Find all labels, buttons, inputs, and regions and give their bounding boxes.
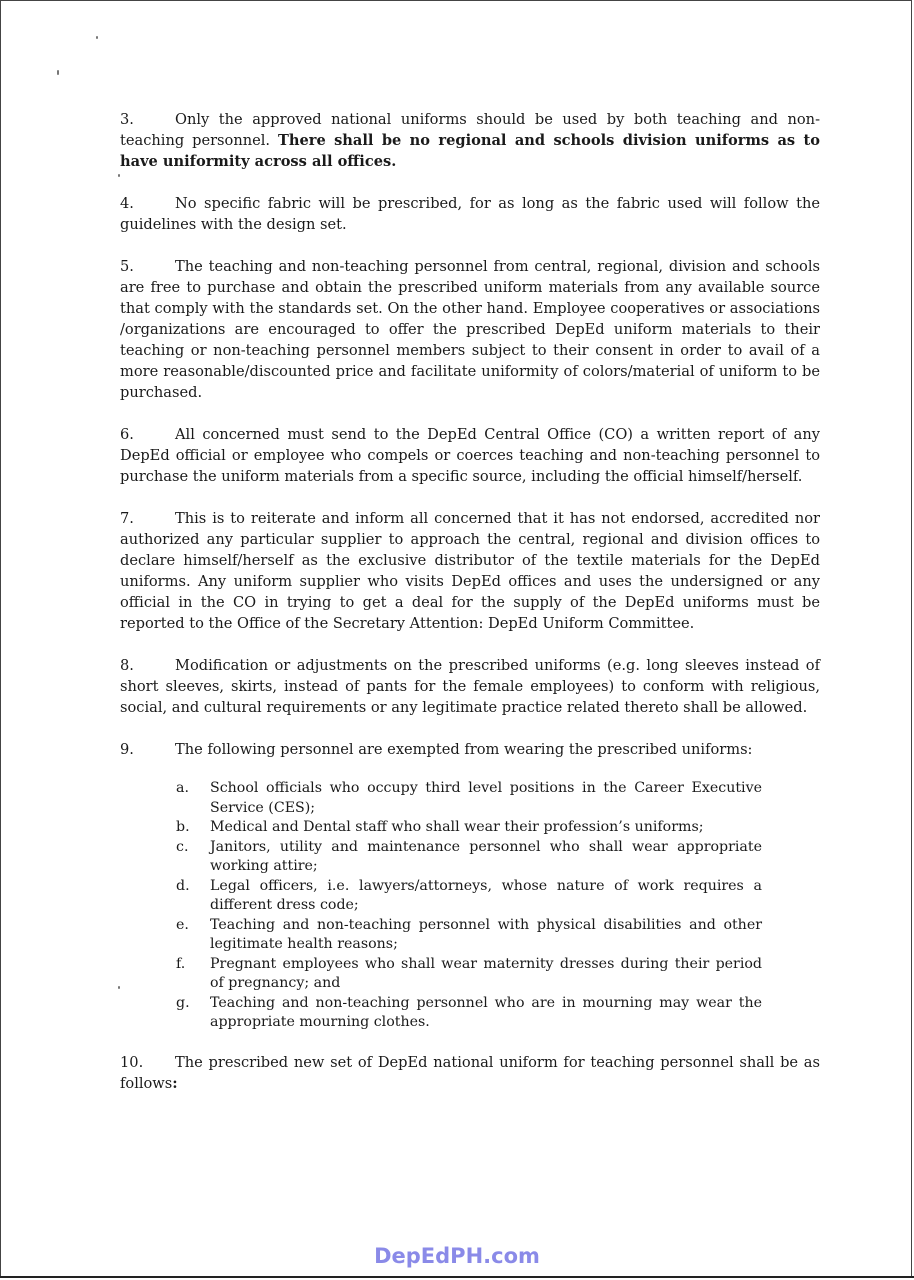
- exemption-list: [172, 779, 820, 1033]
- paragraph-number: 9.: [120, 741, 134, 758]
- paragraph-4: [120, 193, 820, 235]
- item-label: c.: [176, 838, 189, 855]
- paragraph-10: [120, 1052, 820, 1094]
- paragraph-bold-suffix: :: [172, 1074, 178, 1092]
- exemption-item: [172, 838, 820, 877]
- item-text: Legal officers, i.e. lawyers/attorneys, whose nature of work requires a different dress code;: [210, 877, 762, 913]
- paragraph-7: [120, 508, 820, 634]
- exemption-item: [172, 955, 820, 994]
- item-text: Medical and Dental staff who shall wear their profession’s uniforms;: [210, 819, 704, 835]
- item-text: Pregnant employees who shall wear maternity dresses during their period of pregnancy; and: [210, 955, 762, 991]
- paragraph-6: [120, 424, 820, 487]
- paragraph-number: 4.: [120, 195, 134, 212]
- paragraph-8: [120, 655, 820, 718]
- paragraph-text: The following personnel are exempted from wearing the prescribed uniforms:: [175, 741, 753, 758]
- item-label: e.: [176, 916, 189, 933]
- paragraph-9: [120, 739, 820, 760]
- paragraph-bold-text: There shall be no regional and schools division uniforms as to have uniformity across all offices.: [120, 132, 820, 170]
- paragraph-number: 6.: [120, 426, 134, 443]
- paragraph-text: All concerned must send to the DepEd Central Office (CO) a written report of any DepEd official or employee who compels or coerces teaching and non-teaching personnel to purchase the uniform materials from a specific source, including the official himself/herself.: [120, 426, 820, 485]
- paragraph-number: 3.: [120, 111, 134, 128]
- item-text: Teaching and non-teaching personnel who are in mourning may wear the appropriate mourning clothes.: [210, 994, 762, 1030]
- paragraph-number: 10.: [120, 1053, 144, 1071]
- paragraph-5: [120, 256, 820, 403]
- paragraph-number: 8.: [120, 657, 134, 674]
- exemption-item: [172, 779, 820, 818]
- scan-speck: [96, 36, 98, 39]
- paragraph-3: [120, 109, 820, 172]
- paragraph-text: Only the approved national uniforms should be used by both teaching and non-teaching personnel.: [120, 111, 820, 149]
- paragraph-number: 7.: [120, 510, 134, 527]
- exemption-item: [172, 994, 820, 1033]
- item-label: g.: [176, 994, 190, 1011]
- item-label: b.: [176, 819, 190, 835]
- paragraph-text: Modification or adjustments on the prescribed uniforms (e.g. long sleeves instead of short sleeves, skirts, instead of pants for the female employees) to conform with religious, social, and cultural requirements or any legitimate practice related thereto shall be allowed.: [120, 657, 820, 716]
- watermark: DepEdPH.com: [374, 1244, 540, 1268]
- item-text: Teaching and non-teaching personnel with physical disabilities and other legitimate health reasons;: [210, 916, 762, 952]
- paragraph-text: This is to reiterate and inform all concerned that it has not endorsed, accredited nor authorized any particular supplier to approach the central, regional and division offices to declare himself/herself as the exclusive distributor of the textile materials for the DepEd uniforms. Any uniform supplier who visits DepEd offices and uses the undersigned or any official in the CO in trying to get a deal for the supply of the DepEd uniforms must be reported to the Office of the Secretary Attention: DepEd Uniform Committee.: [120, 510, 820, 632]
- scan-speck: [57, 70, 59, 75]
- item-text: Janitors, utility and maintenance personnel who shall wear appropriate working attire;: [210, 838, 762, 874]
- item-label: a.: [176, 780, 189, 796]
- paragraph-text: The prescribed new set of DepEd national uniform for teaching personnel shall be as follows: [120, 1053, 820, 1092]
- exemption-item: [172, 877, 820, 916]
- item-text: School officials who occupy third level positions in the Career Executive Service (CES);: [210, 780, 762, 816]
- paragraph-number: 5.: [120, 258, 134, 275]
- paragraph-text: The teaching and non-teaching personnel from central, regional, division and schools are free to purchase and obtain the prescribed uniform materials from any available source that comply with the standards set. On the other hand. Employee cooperatives or associations /organizations are encouraged to offer the prescribed DepEd uniform materials to their teaching or non-teaching personnel members subject to their consent in order to avail of a more reasonable/discounted price and facilitate uniformity of colors/material of uniform to be purchased.: [120, 258, 820, 401]
- exemption-item: [172, 818, 820, 838]
- exemption-item: [172, 916, 820, 955]
- paragraph-text: No specific fabric will be prescribed, for as long as the fabric used will follow the guidelines with the design set.: [120, 195, 820, 233]
- item-label: f.: [176, 955, 186, 972]
- document-body: [120, 109, 820, 1115]
- bottom-divider: [0, 1276, 914, 1278]
- item-label: d.: [176, 877, 190, 894]
